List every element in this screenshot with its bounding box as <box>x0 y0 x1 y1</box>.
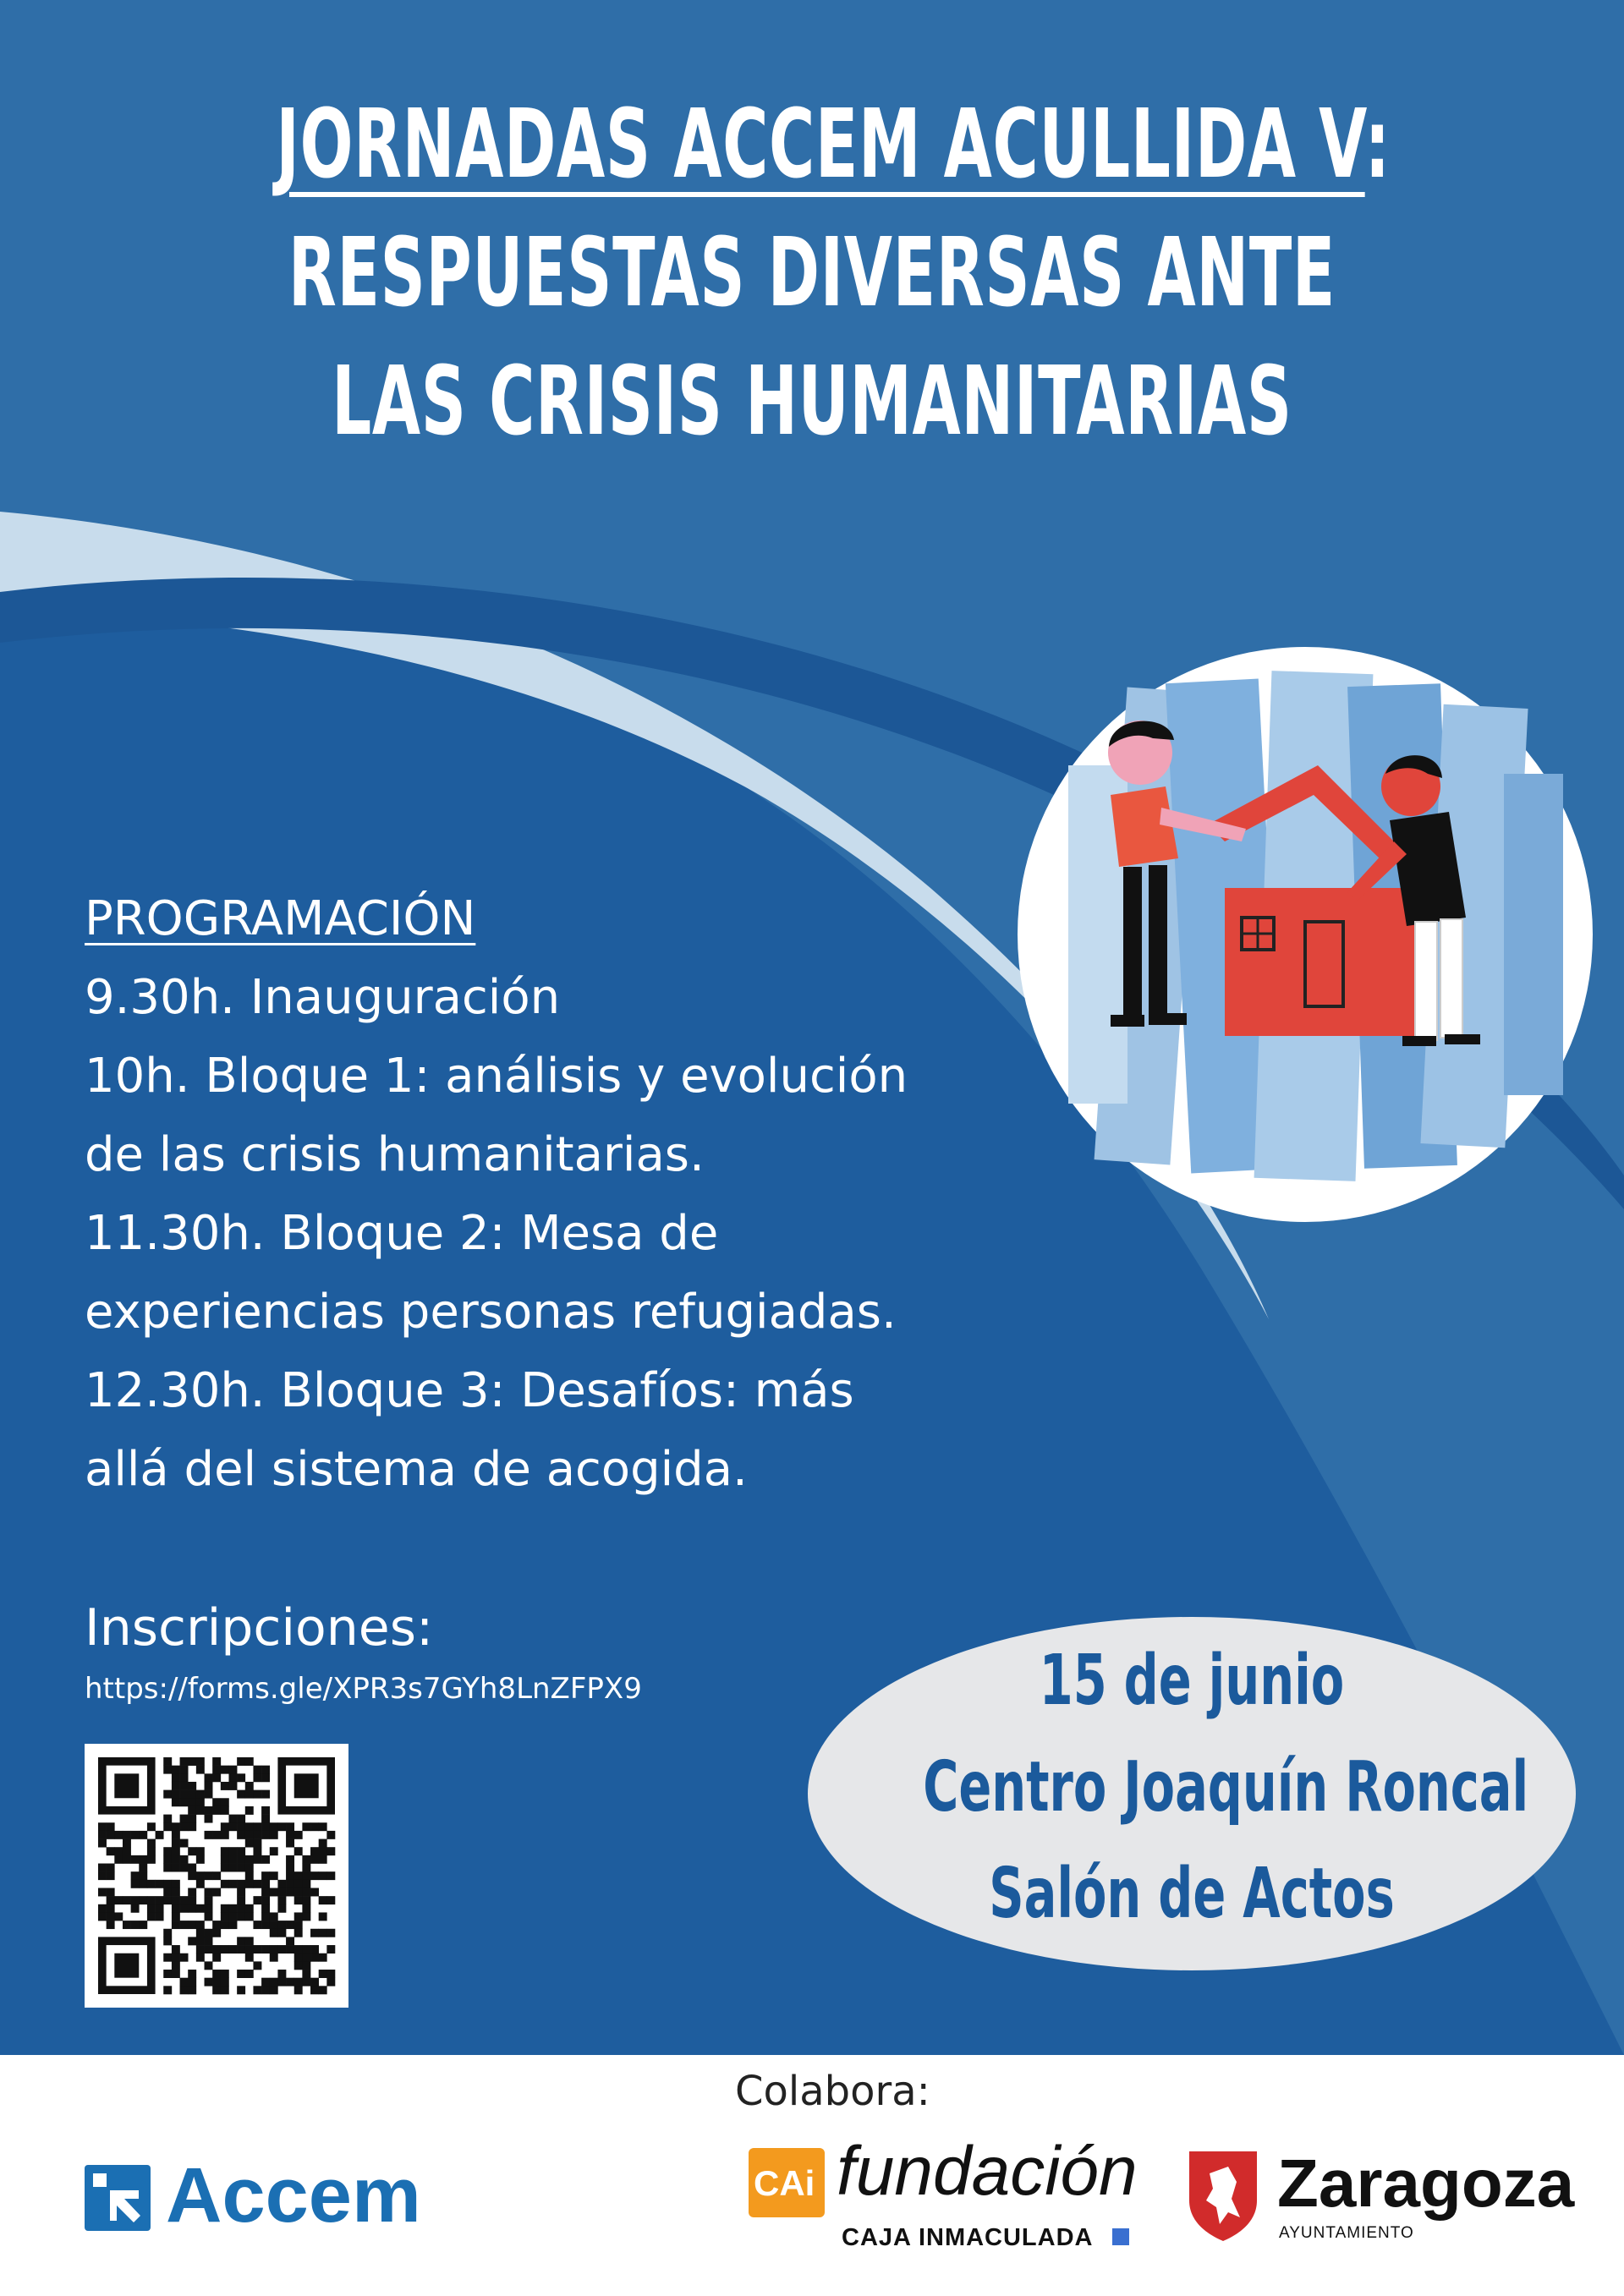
program-line: allá del sistema de acogida. <box>85 1442 748 1497</box>
program-line: experiencias personas refugiadas. <box>85 1285 897 1340</box>
qr-code-pattern <box>85 1744 348 2008</box>
accem-wordmark: Accem <box>166 2152 421 2238</box>
title-line-3: LAS CRISIS HUMANITARIAS <box>332 347 1292 457</box>
title-colon: : <box>1364 90 1391 200</box>
event-room: Salón de Actos <box>989 1854 1395 1934</box>
qr-code[interactable] <box>85 1744 348 2008</box>
event-info <box>923 1628 1529 1948</box>
program-line: 12.30h. Bloque 3: Desafíos: más <box>85 1363 854 1418</box>
zaragoza-subtitle: AYUNTAMIENTO <box>1279 2224 1414 2242</box>
program-line: 10h. Bloque 1: análisis y evolución <box>85 1049 908 1104</box>
poster-title <box>276 80 1391 466</box>
program-heading: PROGRAMACIÓN <box>85 891 476 946</box>
program-line: de las crisis humanitarias. <box>85 1127 705 1182</box>
accem-arrow-icon <box>85 2165 151 2231</box>
registration-link[interactable]: https://forms.gle/XPR3s7GYh8LnZFPX9 <box>85 1672 642 1706</box>
fundacion-square-icon <box>1112 2228 1129 2245</box>
zaragoza-wordmark: Zaragoza <box>1277 2145 1575 2221</box>
fundacion-subtitle: CAJA INMACULADA <box>842 2224 1094 2251</box>
title-line-2: RESPUESTAS DIVERSAS ANTE <box>288 218 1336 328</box>
collaborators-label: Colabora: <box>735 2068 930 2115</box>
program-section <box>85 879 1015 1509</box>
zaragoza-shield-icon <box>1184 2148 1262 2243</box>
illustration-circle <box>1009 638 1601 1230</box>
event-venue: Centro Joaquín Roncal <box>923 1747 1529 1827</box>
cai-mark: CAi <box>749 2148 825 2217</box>
program-line: 11.30h. Bloque 2: Mesa de <box>85 1206 719 1261</box>
registration-label: Inscripciones: <box>85 1598 434 1658</box>
title-line-1: JORNADAS ACCEM ACULLIDA V <box>276 90 1365 200</box>
event-date: 15 de junio <box>1039 1641 1345 1721</box>
program-line: 9.30h. Inauguración <box>85 970 561 1025</box>
fundacion-logo <box>749 2133 1171 2258</box>
zaragoza-logo <box>1184 2145 1590 2266</box>
fundacion-wordmark: fundación <box>837 2133 1138 2210</box>
